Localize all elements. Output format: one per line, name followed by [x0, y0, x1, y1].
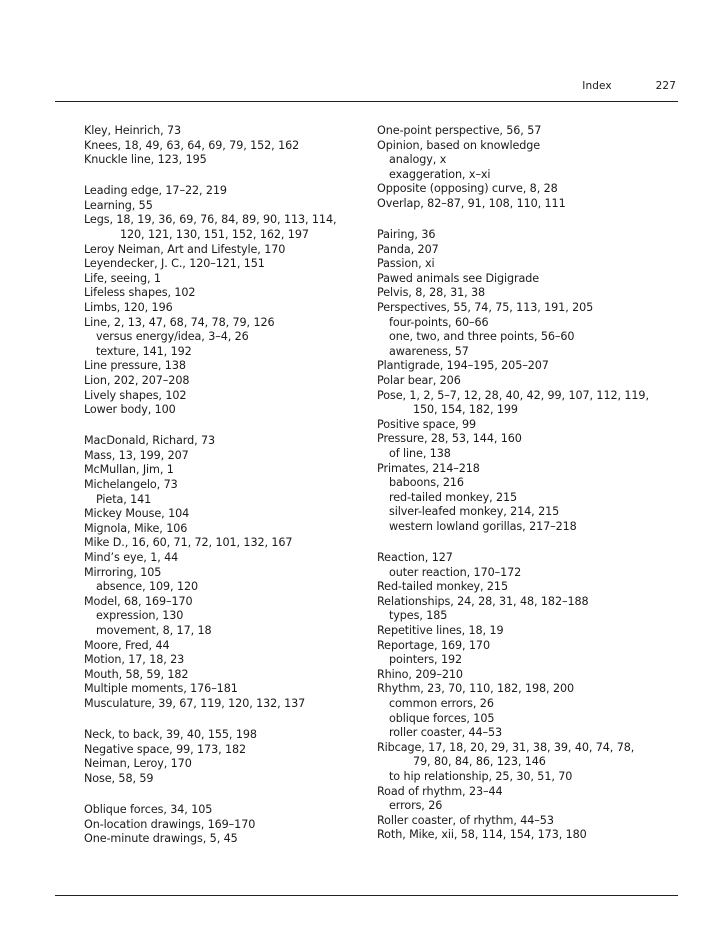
index-subentry: absence, 109, 120 — [96, 580, 199, 594]
index-entry: Pose, 1, 2, 5–7, 12, 28, 40, 42, 99, 107, 112, 119, — [377, 388, 649, 402]
index-entry: Passion, xi — [377, 257, 435, 271]
index-entry: Neck, to back, 39, 40, 155, 198 — [84, 728, 257, 742]
index-subentry: pointers, 192 — [389, 653, 463, 667]
index-entry: Reaction, 127 — [377, 551, 453, 565]
index-entry: Opposite (opposing) curve, 8, 28 — [377, 182, 558, 196]
index-entry: Ribcage, 17, 18, 20, 29, 31, 38, 39, 40, 74, 78, — [377, 740, 635, 754]
page-number: 227 — [655, 80, 676, 92]
group-spacer — [84, 168, 369, 185]
index-subentry: versus energy/idea, 3–4, 26 — [96, 330, 249, 344]
index-subentry: errors, 26 — [389, 799, 443, 813]
index-entry: Panda, 207 — [377, 242, 439, 256]
index-entry: Line, 2, 13, 47, 68, 74, 78, 79, 126 — [84, 315, 275, 329]
index-entry: Model, 68, 169–170 — [84, 594, 193, 608]
index-subentry: analogy, x — [389, 153, 447, 167]
index-entry: Michelangelo, 73 — [84, 478, 178, 492]
index-subentry: common errors, 26 — [389, 696, 494, 710]
index-subentry: types, 185 — [389, 609, 448, 623]
index-entry: Reportage, 169, 170 — [377, 638, 490, 652]
index-entry: Mignola, Mike, 106 — [84, 521, 188, 535]
index-entry: Kley, Heinrich, 73 — [84, 124, 182, 137]
index-entry: Mass, 13, 199, 207 — [84, 448, 189, 462]
index-entry: Overlap, 82–87, 91, 108, 110, 111 — [377, 196, 566, 210]
index-entry: Polar bear, 206 — [377, 374, 461, 387]
index-entry: One-point perspective, 56, 57 — [377, 124, 542, 137]
index-entry: Nose, 58, 59 — [84, 771, 154, 785]
group-spacer — [84, 418, 369, 435]
group-spacer — [377, 212, 677, 229]
index-subentry: one, two, and three points, 56–60 — [389, 330, 575, 344]
index-entry: Rhythm, 23, 70, 110, 182, 198, 200 — [377, 682, 575, 696]
index-entry: Perspectives, 55, 74, 75, 113, 191, 205 — [377, 301, 594, 315]
index-entry: Lively shapes, 102 — [84, 388, 187, 402]
index-entry: Line pressure, 138 — [84, 359, 186, 373]
index-entry: Opinion, based on knowledge — [377, 138, 541, 152]
index-subentry: outer reaction, 170–172 — [389, 565, 522, 579]
index-entry: One-minute drawings, 5, 45 — [84, 832, 238, 846]
index-entry-continuation: 120, 121, 130, 151, 152, 162, 197 — [120, 228, 309, 242]
footer-rule — [55, 895, 678, 896]
index-entry: Relationships, 24, 28, 31, 48, 182–188 — [377, 594, 589, 608]
index-subentry: movement, 8, 17, 18 — [96, 624, 212, 637]
index-entry: Mickey Mouse, 104 — [84, 507, 190, 521]
group-spacer — [84, 786, 369, 803]
index-entry: Multiple moments, 176–181 — [84, 682, 238, 696]
index-entry: Positive space, 99 — [377, 417, 477, 431]
index-entry: Pelvis, 8, 28, 31, 38 — [377, 286, 486, 300]
index-entry: Life, seeing, 1 — [84, 271, 161, 285]
index-entry: Leyendecker, J. C., 120–121, 151 — [84, 257, 265, 271]
index-entry: Lower body, 100 — [84, 403, 176, 417]
group-spacer — [84, 712, 369, 729]
index-entry: Moore, Fred, 44 — [84, 638, 170, 652]
index-column-left — [84, 124, 369, 847]
index-entry: Roth, Mike, xii, 58, 114, 154, 173, 180 — [377, 828, 587, 842]
index-entry: Red-tailed monkey, 215 — [377, 580, 508, 594]
index-subentry: western lowland gorillas, 217–218 — [389, 519, 577, 533]
index-entry: Motion, 17, 18, 23 — [84, 653, 185, 667]
index-entry: Mind’s eye, 1, 44 — [84, 551, 179, 565]
index-subentry: red-tailed monkey, 215 — [389, 490, 518, 504]
index-subentry: expression, 130 — [96, 609, 184, 623]
index-entry: Knuckle line, 123, 195 — [84, 153, 207, 167]
index-entry: Mouth, 58, 59, 182 — [84, 667, 189, 681]
index-entry-continuation: 150, 154, 182, 199 — [413, 403, 518, 417]
index-subentry: to hip relationship, 25, 30, 51, 70 — [389, 769, 573, 783]
index-subentry: oblique forces, 105 — [389, 711, 495, 725]
index-subentry: texture, 141, 192 — [96, 344, 192, 358]
index-entry: Musculature, 39, 67, 119, 120, 132, 137 — [84, 696, 306, 710]
index-subentry: four-points, 60–66 — [389, 315, 489, 329]
index-entry: Repetitive lines, 18, 19 — [377, 624, 504, 637]
index-entry: Pairing, 36 — [377, 228, 436, 242]
index-subentry: baboons, 216 — [389, 476, 464, 490]
index-subentry: awareness, 57 — [389, 344, 469, 358]
index-entry: Mike D., 16, 60, 71, 72, 101, 132, 167 — [84, 536, 293, 550]
index-entry: Road of rhythm, 23–44 — [377, 784, 503, 798]
index-entry: Pressure, 28, 53, 144, 160 — [377, 432, 522, 446]
index-entry: MacDonald, Richard, 73 — [84, 434, 216, 448]
index-column-right — [377, 124, 677, 843]
index-entry: Negative space, 99, 173, 182 — [84, 742, 247, 756]
index-entry: Learning, 55 — [84, 198, 153, 212]
running-head-title: Index — [582, 80, 612, 92]
index-entry: Legs, 18, 19, 36, 69, 76, 84, 89, 90, 113, 114, — [84, 213, 337, 227]
group-spacer — [377, 535, 677, 552]
index-entry: Neiman, Leroy, 170 — [84, 757, 192, 771]
index-entry-continuation: 79, 80, 84, 86, 123, 146 — [413, 755, 546, 769]
header-rule — [55, 101, 678, 102]
index-subentry: of line, 138 — [389, 446, 451, 460]
index-subentry: Pieta, 141 — [96, 492, 152, 506]
index-entry: On-location drawings, 169–170 — [84, 817, 256, 831]
index-entry: Limbs, 120, 196 — [84, 301, 173, 315]
index-entry: Plantigrade, 194–195, 205–207 — [377, 359, 549, 373]
running-head — [582, 80, 676, 92]
index-entry: Oblique forces, 34, 105 — [84, 802, 213, 816]
index-entry: Lion, 202, 207–208 — [84, 374, 190, 387]
index-entry: Lifeless shapes, 102 — [84, 286, 196, 300]
index-entry: Rhino, 209–210 — [377, 667, 463, 681]
index-entry: Knees, 18, 49, 63, 64, 69, 79, 152, 162 — [84, 138, 300, 152]
index-entry: Mirroring, 105 — [84, 565, 162, 579]
index-entry: Primates, 214–218 — [377, 461, 480, 475]
index-entry: Leading edge, 17–22, 219 — [84, 184, 227, 198]
index-subentry: exaggeration, x–xi — [389, 167, 491, 181]
index-entry: McMullan, Jim, 1 — [84, 463, 174, 477]
index-entry: Leroy Neiman, Art and Lifestyle, 170 — [84, 242, 286, 256]
index-entry: Pawed animals see Digigrade — [377, 271, 540, 285]
index-subentry: silver-leafed monkey, 214, 215 — [389, 505, 560, 519]
index-entry: Roller coaster, of rhythm, 44–53 — [377, 813, 554, 827]
index-subentry: roller coaster, 44–53 — [389, 726, 503, 740]
